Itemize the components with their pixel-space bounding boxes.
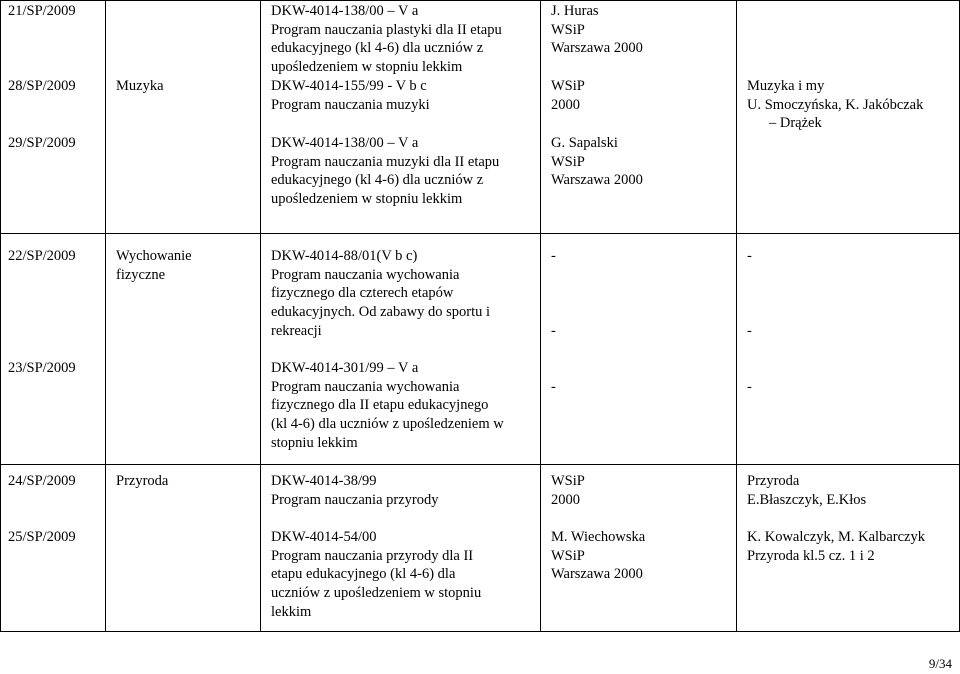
program-line: edukacyjnego (kl 4-6) dla uczniów z <box>271 40 484 57</box>
program-line: DKW-4014-88/01(V b c) <box>271 248 418 264</box>
program-line: DKW-4014-301/99 – V a <box>271 360 419 376</box>
publisher-dash: - <box>551 323 556 339</box>
textbook-info <box>747 472 866 509</box>
textbook-line: U. Smoczyńska, K. Jakóbczak <box>747 96 924 113</box>
program-line: (kl 4-6) dla uczniów z upośledzeniem w <box>271 416 504 433</box>
textbook-line: Przyroda kl.5 cz. 1 i 2 <box>747 547 875 564</box>
program-description <box>271 2 502 77</box>
textbook-dash: - <box>747 248 752 264</box>
program-line: fizycznego dla II etapu edukacyjnego <box>271 397 489 414</box>
table-rule <box>0 0 960 1</box>
subject-line: fizyczne <box>116 266 166 283</box>
program-line: edukacyjnego (kl 4-6) dla uczniów z <box>271 172 484 189</box>
course-code: 24/SP/2009 <box>8 473 76 489</box>
page-number: 9/34 <box>928 656 952 671</box>
course-code: 22/SP/2009 <box>8 248 76 264</box>
publisher-line: M. Wiechowska <box>551 529 646 545</box>
subject-line: Wychowanie <box>116 248 192 264</box>
program-line: etapu edukacyjnego (kl 4-6) dla <box>271 566 456 583</box>
program-line: Program nauczania wychowania <box>271 378 460 395</box>
program-description <box>271 77 430 114</box>
subject-name: Muzyka <box>116 78 164 94</box>
publisher-line: WSiP <box>551 473 585 489</box>
publisher-line: Warszawa 2000 <box>551 172 643 189</box>
table-rule <box>736 0 737 632</box>
table-rule <box>0 0 1 632</box>
program-line: DKW-4014-155/99 - V b c <box>271 78 427 94</box>
program-line: Program nauczania plastyki dla II etapu <box>271 21 502 38</box>
program-line: Program nauczania przyrody <box>271 491 439 508</box>
textbook-line: – Drążek <box>769 115 822 132</box>
table-rule <box>0 631 960 632</box>
publisher-info <box>551 528 645 584</box>
table-rule <box>0 464 960 465</box>
table-rule <box>540 0 541 632</box>
program-line: Program nauczania wychowania <box>271 266 460 283</box>
publisher-line: J. Huras <box>551 3 599 19</box>
publisher-info <box>551 2 643 58</box>
textbook-dash: - <box>747 379 752 395</box>
program-line: upośledzeniem w stopniu lekkim <box>271 59 463 76</box>
program-line: DKW-4014-138/00 – V a <box>271 3 419 19</box>
textbook-line: Muzyka i my <box>747 78 825 94</box>
textbook-dash: - <box>747 323 752 339</box>
program-line: DKW-4014-138/00 – V a <box>271 135 419 151</box>
subject-name <box>116 247 192 284</box>
textbook-line: Przyroda <box>747 473 800 489</box>
publisher-line: WSiP <box>551 547 585 564</box>
publisher-line: Warszawa 2000 <box>551 40 643 57</box>
publisher-line: WSiP <box>551 21 585 38</box>
publisher-line: G. Sapalski <box>551 135 618 151</box>
program-description <box>271 134 499 209</box>
program-line: fizycznego dla czterech etapów <box>271 285 454 302</box>
publisher-info <box>551 77 585 114</box>
publisher-line: WSiP <box>551 153 585 170</box>
program-description <box>271 472 439 509</box>
publisher-line: WSiP <box>551 78 585 94</box>
publisher-line: Warszawa 2000 <box>551 566 643 583</box>
textbook-info <box>747 77 923 133</box>
program-description <box>271 247 490 341</box>
publisher-dash: - <box>551 248 556 264</box>
textbook-line: E.Błaszczyk, E.Kłos <box>747 491 867 508</box>
program-line: upośledzeniem w stopniu lekkim <box>271 191 463 208</box>
table-rule <box>105 0 106 632</box>
program-line: Program nauczania muzyki dla II etapu <box>271 153 500 170</box>
program-line: rekreacji <box>271 322 322 339</box>
course-code: 23/SP/2009 <box>8 360 76 376</box>
program-line: Program nauczania muzyki <box>271 96 430 113</box>
program-line: DKW-4014-38/99 <box>271 473 377 489</box>
program-line: DKW-4014-54/00 <box>271 529 377 545</box>
program-description <box>271 528 481 622</box>
textbook-info <box>747 528 925 565</box>
subject-name: Przyroda <box>116 473 169 489</box>
course-code: 29/SP/2009 <box>8 135 76 151</box>
table-rule <box>0 233 960 234</box>
program-line: stopniu lekkim <box>271 434 358 451</box>
publisher-dash: - <box>551 379 556 395</box>
program-line: lekkim <box>271 603 312 620</box>
table-rule <box>260 0 261 632</box>
course-code: 28/SP/2009 <box>8 78 76 94</box>
publisher-line: 2000 <box>551 491 580 508</box>
program-line: Program nauczania przyrody dla II <box>271 547 474 564</box>
program-description <box>271 359 504 453</box>
publisher-info <box>551 472 585 509</box>
course-code: 21/SP/2009 <box>8 3 76 19</box>
publisher-info <box>551 134 643 190</box>
program-line: uczniów z upośledzeniem w stopniu <box>271 585 482 602</box>
course-code: 25/SP/2009 <box>8 529 76 545</box>
program-line: edukacyjnych. Od zabawy do sportu i <box>271 304 491 321</box>
publisher-line: 2000 <box>551 96 580 113</box>
textbook-line: K. Kowalczyk, M. Kalbarczyk <box>747 529 925 545</box>
